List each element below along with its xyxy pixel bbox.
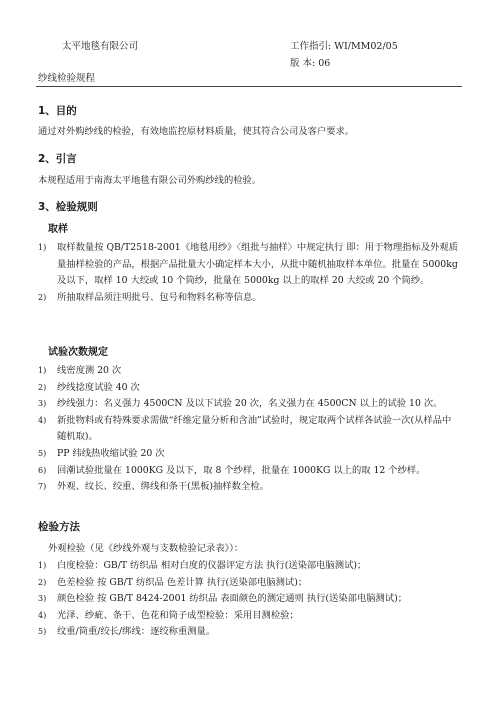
list-item — [0, 413, 496, 446]
list-item — [0, 446, 496, 463]
list-text: 取样数量按 QB/T2518-2001《地毯用纱》〈组批与抽样〉中规定执行 即：用于物理指标及外观质量抽样检验的产品，根据产品批量大小确定样本大小，从批中随机抽取样本单位。批量在 5000kg 及以下，取样 10 大绞或 10 个筒纱，批量在 5000kg 以上的取样 20 大绞或 20 个筒纱。 — [57, 242, 458, 287]
method-list — [0, 558, 496, 641]
method-intro: 外观检验（见《纱线外观与支数检验记录表》）： — [48, 543, 244, 554]
list-item — [0, 575, 496, 592]
list-item — [0, 396, 496, 413]
list-item — [0, 463, 496, 480]
list-text: 外观、纹长、绞重、绑线和条干(黑板)抽样数全检。 — [57, 481, 269, 493]
section-purpose-text: 通过对外购纱线的检验，有效地监控原材料质量，使其符合公司及客户要求。 — [38, 126, 355, 137]
list-number: 1) — [38, 243, 47, 252]
header-divider — [36, 86, 462, 87]
list-item — [0, 240, 496, 290]
list-text: 白度检验：GB/T 纺织品 相对白度的仪器评定方法 执行(送染部电脑测试)； — [57, 560, 367, 571]
document-version: 版 本: 06 — [290, 58, 331, 69]
section-rules-title: 3、检验规则 — [38, 201, 98, 213]
list-text: 光泽、纱疵、条干、色花和筒子成型检验：采用目测检验； — [57, 609, 299, 621]
list-number: 3) — [38, 399, 47, 409]
list-text: 回潮试验批量在 1000KG 及以下，取 8 个纱样，批量在 1000KG 以上的取 12 个纱样。 — [57, 464, 426, 476]
list-number: 4) — [38, 610, 47, 620]
sampling-title: 取样 — [48, 224, 68, 235]
list-item — [0, 608, 496, 625]
section-method-title: 检验方法 — [38, 521, 80, 533]
list-item — [0, 479, 496, 496]
list-text: 纱线捻度试验 40 次 — [57, 381, 140, 393]
list-number: 2) — [38, 382, 47, 392]
list-text: 所抽取样品须注明批号、包号和物料名称等信息。 — [57, 291, 262, 303]
list-text: 色差检验 按 GB/T 纺织品 色差计算 执行(送染部电脑测试)； — [57, 576, 308, 588]
list-item — [0, 290, 496, 307]
list-item — [0, 591, 496, 608]
list-number: 3) — [38, 594, 47, 604]
list-number: 7) — [38, 482, 47, 492]
list-item — [0, 558, 496, 575]
document-title: 纱线检验规程 — [38, 73, 96, 84]
document-number: 工作指引: WI/MM02/05 — [290, 41, 398, 52]
list-number: 6) — [38, 465, 47, 475]
sampling-list — [0, 240, 496, 306]
list-number: 2) — [38, 577, 47, 587]
list-item — [0, 363, 496, 380]
list-number: 1) — [38, 366, 47, 375]
list-text: 线密度测 20 次 — [57, 365, 122, 376]
list-item — [0, 380, 496, 397]
list-text: PP 纬线热收缩试验 20 次 — [57, 447, 165, 459]
list-text: 纹重/筒重/绞长/绑线：逐绞称重测量。 — [57, 626, 216, 638]
list-text: 颜色检验 按 GB/T 8424-2001 纺织品 表面颜色的测定通则 执行(送染部电脑测试)； — [57, 593, 408, 605]
section-intro-title: 2、引言 — [38, 153, 77, 165]
company-name: 太平地毯有限公司 — [62, 41, 139, 52]
list-number: 1) — [38, 561, 47, 570]
list-text: 新批物料或有特殊要求需做“纤维定量分析和含油”试验时，规定取两个试样各试验一次(从样品中随机取)。 — [57, 414, 452, 443]
list-number: 4) — [38, 415, 47, 425]
section-intro-text: 本规程适用于南海太平地毯有限公司外购纱线的检验。 — [38, 175, 262, 186]
test-times-title: 试验次数规定 — [48, 347, 108, 358]
section-purpose-title: 1、目的 — [38, 105, 77, 117]
list-number: 5) — [38, 627, 47, 637]
list-item — [0, 624, 496, 641]
list-number: 2) — [38, 292, 47, 302]
list-text: 纱线强力：名义强力 4500CN 及以下试验 20 次，名义强力在 4500CN 以上的试验 10 次。 — [57, 398, 443, 410]
test-times-list — [0, 363, 496, 496]
list-number: 5) — [38, 448, 47, 458]
